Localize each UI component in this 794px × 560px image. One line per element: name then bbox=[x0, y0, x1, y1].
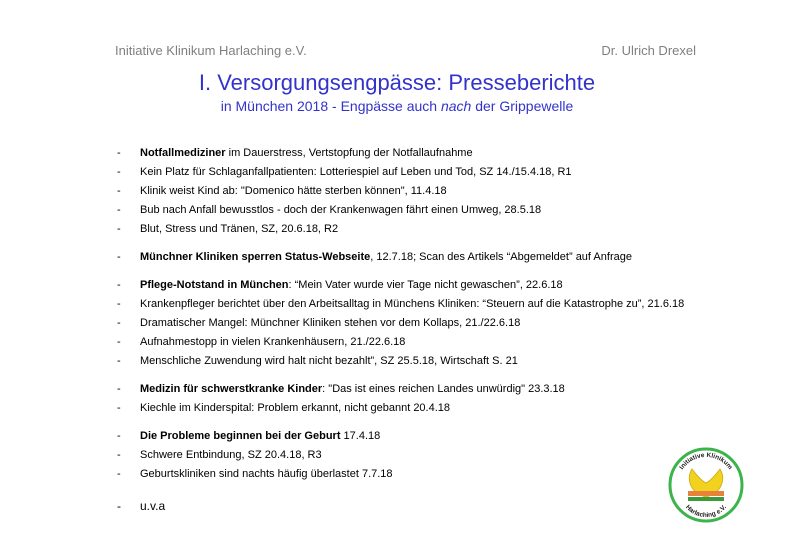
subtitle-emphasis: nach bbox=[440, 98, 472, 114]
page-title: I. Versorgungsengpässe: Presseberichte bbox=[198, 70, 596, 95]
bullet-dash: - bbox=[117, 336, 121, 348]
bullet-dash: - bbox=[117, 449, 121, 461]
list-item bbox=[117, 248, 757, 267]
list-item bbox=[117, 295, 757, 314]
item-heading: Notfallmediziner bbox=[140, 147, 226, 159]
bullet-dash: - bbox=[117, 251, 121, 263]
item-text: Geburtskliniken sind nachts häufig überlastet 7.7.18 bbox=[140, 468, 393, 480]
item-text: Bub nach Anfall bewusstlos - doch der Krankenwagen fährt einen Umweg, 28.5.18 bbox=[140, 204, 542, 216]
bullet-dash: - bbox=[117, 279, 121, 291]
item-text: , 12.7.18; Scan des Artikels “Abgemeldet” auf Anfrage bbox=[370, 251, 632, 263]
subtitle-part-1: in München 2018 - Engpässe auch bbox=[220, 98, 441, 114]
list-item bbox=[117, 427, 757, 446]
item-text: Schwere Entbindung, SZ 20.4.18, R3 bbox=[140, 449, 322, 461]
bullet-dash: - bbox=[117, 402, 121, 414]
subtitle-part-2: der Grippewelle bbox=[471, 98, 574, 114]
bullet-dash: - bbox=[117, 298, 121, 310]
item-text: : "Das ist eines reichen Landes unwürdig" 23.3.18 bbox=[322, 383, 565, 395]
list-item bbox=[117, 314, 757, 333]
logo-text-top: Initiative Klinikum bbox=[678, 451, 734, 471]
bullet-dash: - bbox=[117, 355, 121, 367]
item-text: 17.4.18 bbox=[340, 430, 381, 442]
logo-bar-orange bbox=[688, 491, 724, 496]
bullet-dash: - bbox=[117, 430, 121, 442]
item-text: Menschliche Zuwendung wird halt nicht bezahlt”, SZ 25.5.18, Wirtschaft S. 21 bbox=[140, 355, 518, 367]
list-item bbox=[117, 380, 757, 399]
list-item bbox=[117, 497, 757, 516]
list-item bbox=[117, 182, 757, 201]
item-text: Aufnahmestopp in vielen Krankenhäusern, 21./22.6.18 bbox=[140, 336, 406, 348]
list-item bbox=[117, 220, 757, 239]
item-text: Blut, Stress und Tränen, SZ, 20.6.18, R2 bbox=[140, 223, 339, 235]
bullet-dash: - bbox=[117, 166, 121, 178]
bullet-dash: - bbox=[117, 185, 121, 197]
bullet-dash: - bbox=[117, 317, 121, 329]
item-text: Kiechle im Kinderspital: Problem erkannt, nicht gebannt 20.4.18 bbox=[140, 402, 451, 414]
list-item bbox=[117, 163, 757, 182]
item-text: Krankenpfleger berichtet über den Arbeitsalltag in Münchens Kliniken: “Steuern auf die Katastrophe zu”, 21.6.18 bbox=[140, 298, 685, 310]
item-heading: Pflege-Notstand in München bbox=[140, 279, 289, 291]
bullet-dash: - bbox=[117, 499, 121, 513]
item-text: im Dauerstress, Vertstopfung der Notfallaufnahme bbox=[225, 147, 473, 159]
bullet-dash: - bbox=[117, 468, 121, 480]
organization-logo bbox=[668, 447, 744, 523]
logo-text-bottom: Harlaching e.V. bbox=[684, 503, 728, 520]
list-item bbox=[117, 446, 757, 465]
item-text: Kein Platz für Schlaganfallpatienten: Lotteriespiel auf Leben und Tod, SZ 14./15.4.18, R1 bbox=[140, 166, 572, 178]
item-heading: Münchner Kliniken sperren Status-Webseite bbox=[140, 251, 371, 263]
list-item bbox=[117, 333, 757, 352]
bullet-dash: - bbox=[117, 204, 121, 216]
list-item bbox=[117, 276, 757, 295]
item-text: : “Mein Vater wurde vier Tage nicht gewaschen”, 22.6.18 bbox=[288, 279, 563, 291]
list-item bbox=[117, 399, 757, 418]
item-heading: Die Probleme beginnen bei der Geburt bbox=[140, 430, 341, 442]
press-report-list bbox=[117, 144, 757, 516]
page-subtitle bbox=[0, 98, 794, 114]
item-text: Dramatischer Mangel: Münchner Kliniken stehen vor dem Kollaps, 21./22.6.18 bbox=[140, 317, 521, 329]
bullet-dash: - bbox=[117, 383, 121, 395]
list-item bbox=[117, 144, 757, 163]
header-author: Dr. Ulrich Drexel bbox=[601, 43, 696, 58]
item-text: Klinik weist Kind ab: "Domenico hätte sterben können", 11.4.18 bbox=[140, 185, 447, 197]
list-item bbox=[117, 201, 757, 220]
item-heading: Medizin für schwerstkranke Kinder bbox=[140, 383, 323, 395]
bullet-dash: - bbox=[117, 223, 121, 235]
bullet-dash: - bbox=[117, 147, 121, 159]
list-item bbox=[117, 465, 757, 484]
header-organization: Initiative Klinikum Harlaching e.V. bbox=[115, 43, 307, 58]
list-item bbox=[117, 352, 757, 371]
item-text: u.v.a bbox=[140, 499, 166, 513]
logo-bar-green bbox=[688, 497, 724, 501]
